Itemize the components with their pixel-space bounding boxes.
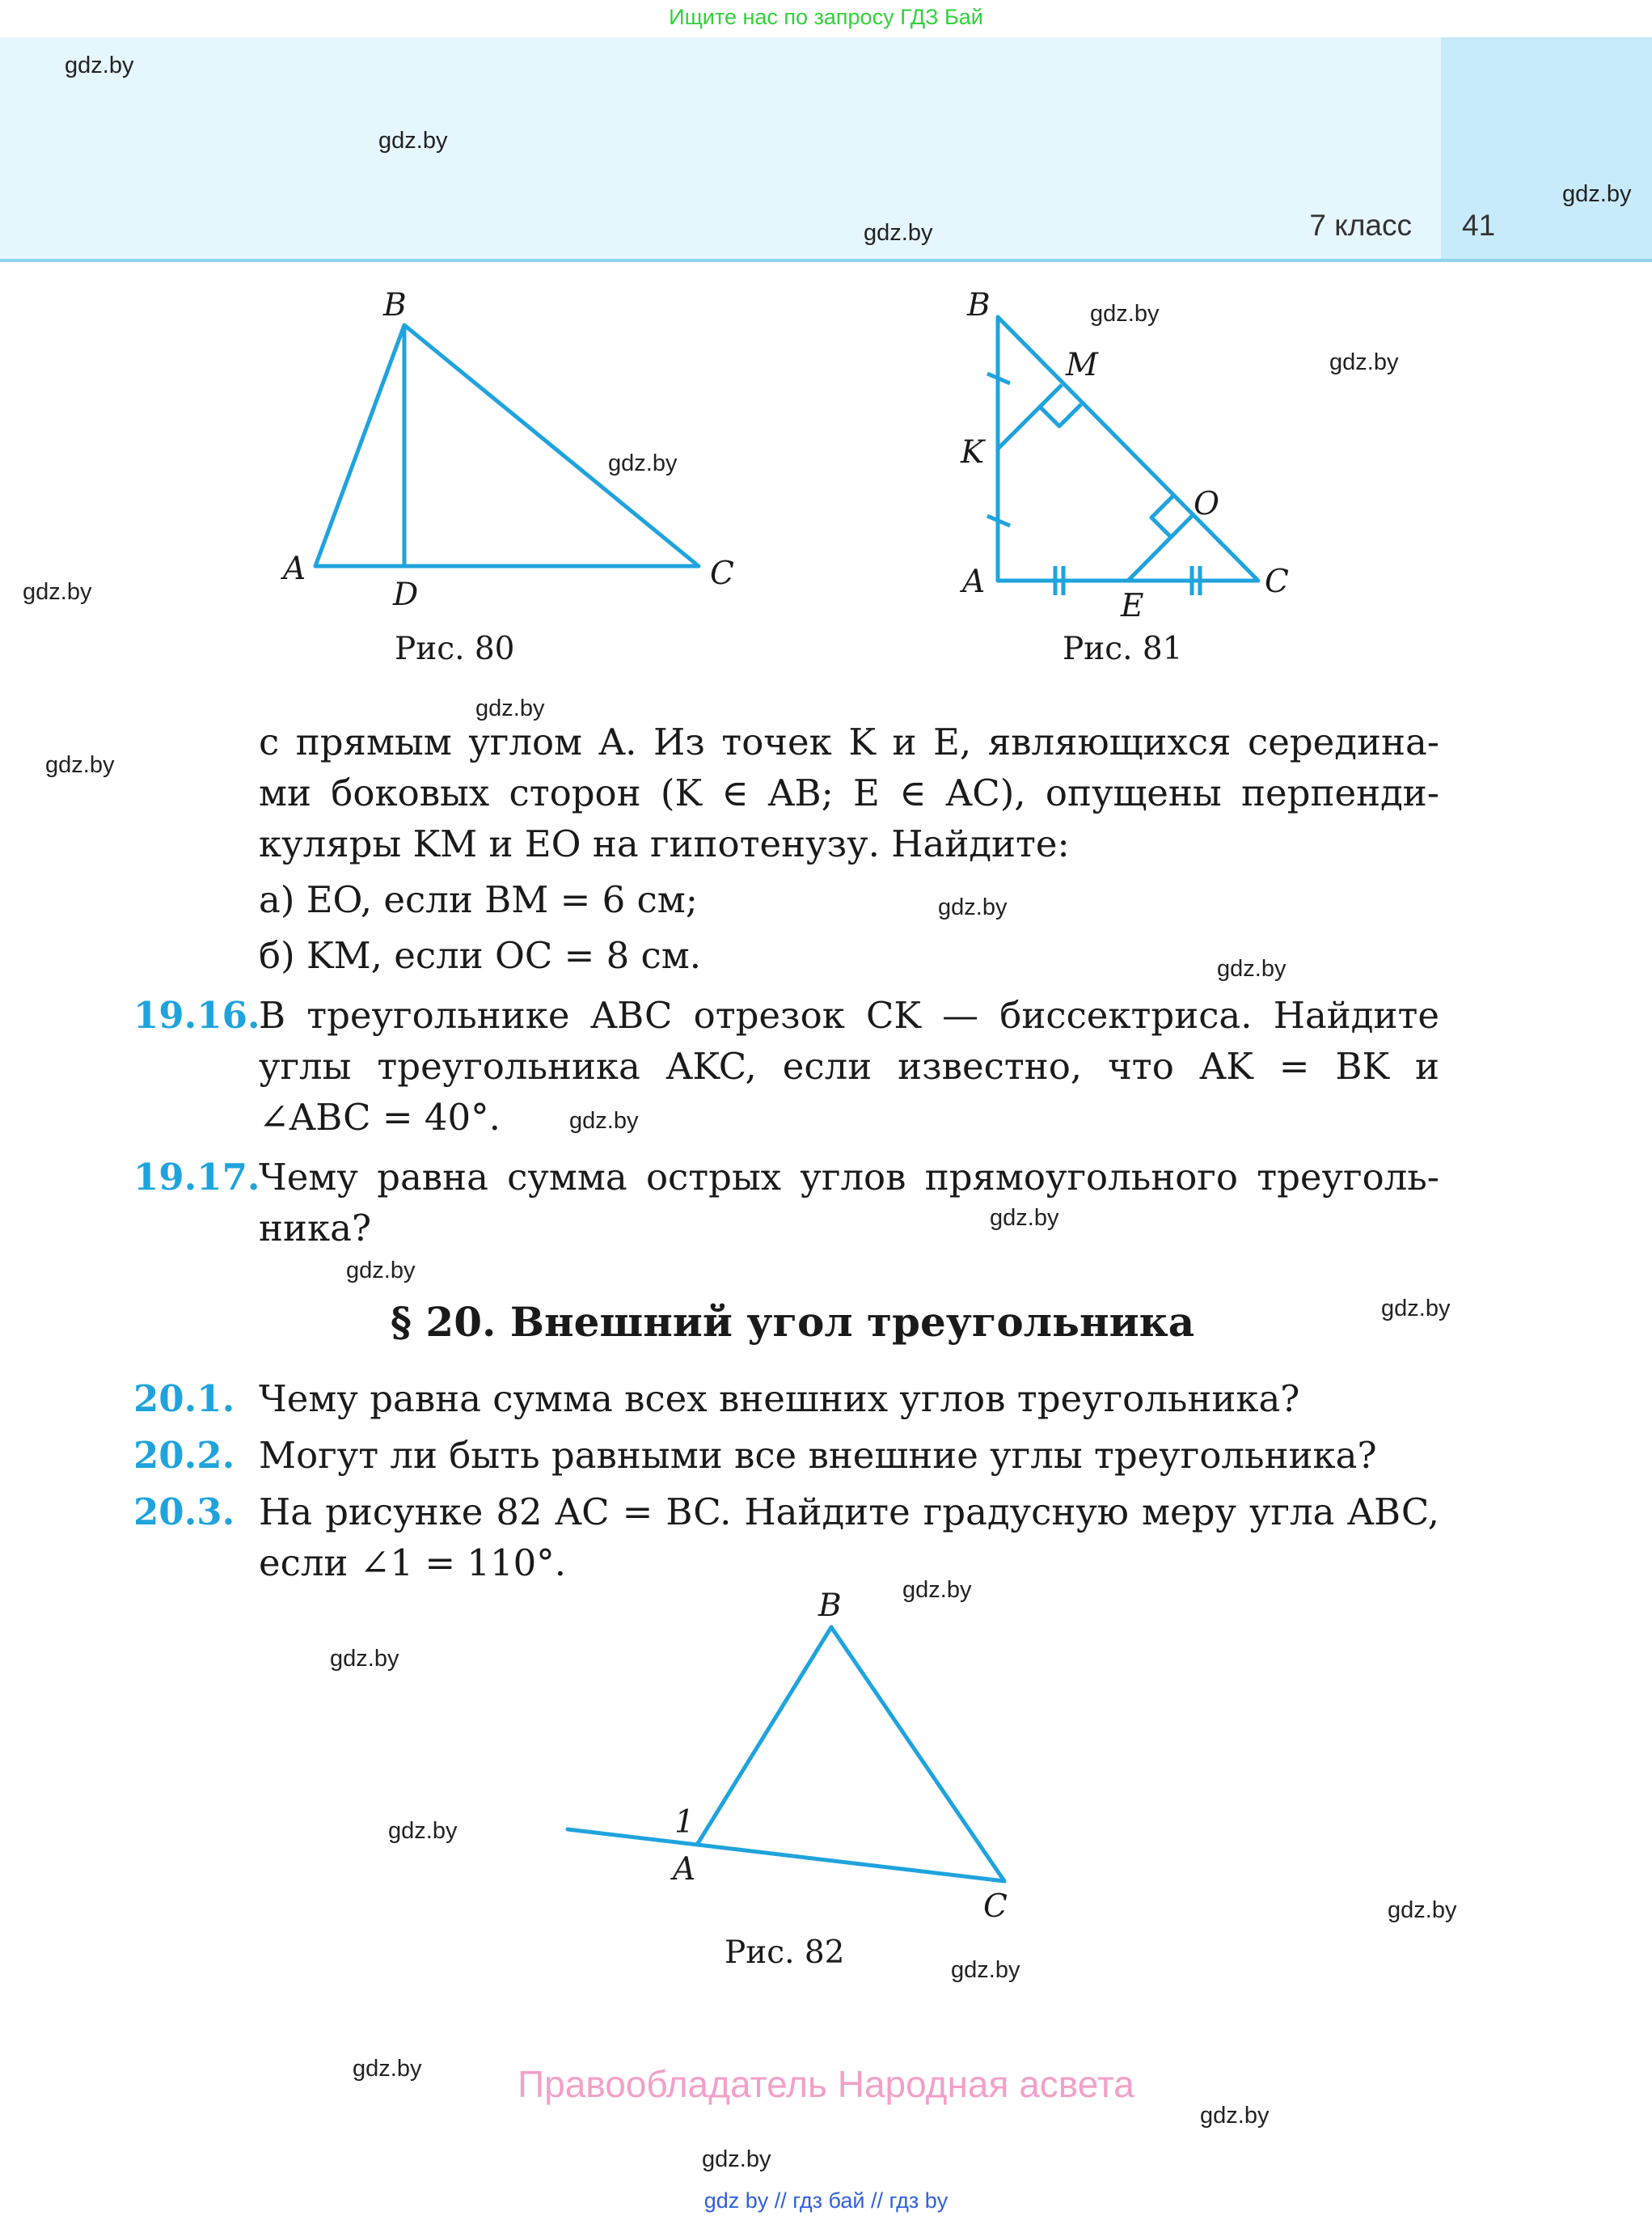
watermark: gdz.by [353, 2056, 422, 2082]
top-banner[interactable]: Ищите нас по запросу ГДЗ Бай [669, 5, 983, 29]
label-c: C [710, 556, 734, 592]
label-a: A [673, 1851, 696, 1888]
watermark: gdz.by [938, 894, 1008, 920]
watermark: gdz.by [1217, 956, 1287, 982]
problem-number: 20.2. [133, 1434, 235, 1477]
extended-side-ac [568, 1829, 1004, 1881]
text-line: Могут ли быть равными все внешние углы треугольника? [259, 1434, 1377, 1477]
watermark: gdz.by [346, 1258, 416, 1283]
label-c: C [983, 1888, 1008, 1925]
figure-80-caption: Рис. 80 [395, 631, 515, 667]
sub-item: б) KM, если OC = 8 см. [259, 934, 702, 977]
text-line: если ∠1 = 110°. [259, 1541, 567, 1584]
label-c: C [1265, 564, 1289, 600]
problem-number: 19.17. [133, 1156, 260, 1199]
text-line: углы треугольника AKC, если известно, что AK = BK и [259, 1045, 1439, 1088]
watermark: gdz.by [951, 1957, 1020, 1983]
watermark: gdz.by [1562, 181, 1632, 207]
label-b: B [383, 287, 407, 323]
watermark: gdz.by [65, 53, 134, 78]
label-d: D [393, 577, 419, 613]
watermark: gdz.by [378, 128, 448, 154]
label-a: A [962, 564, 986, 600]
side-bc [831, 1627, 1004, 1881]
watermark: gdz.by [569, 1108, 639, 1134]
watermark: gdz.by [864, 220, 933, 246]
text-line: ника? [259, 1207, 372, 1249]
page-number: 41 [1462, 209, 1496, 242]
text-line: с прямым углом A. Из точек K и E, являющихся середина- [259, 721, 1439, 763]
text-line: ∠ABC = 40°. [259, 1096, 501, 1139]
watermark: gdz.by [702, 2146, 771, 2172]
grade-label: 7 класс [1309, 209, 1412, 242]
label-angle-1: 1 [674, 1804, 695, 1841]
problem-number: 19.16. [133, 994, 260, 1037]
copyright-notice: Правообладатель Народная асвета [518, 2063, 1134, 2105]
label-m: M [1066, 347, 1098, 383]
label-k: K [961, 434, 985, 471]
footer-links[interactable]: gdz by // гдз бай // гдз by [703, 2188, 949, 2213]
watermark: gdz.by [475, 696, 545, 721]
watermark: gdz.by [330, 1646, 399, 1672]
label-b: B [818, 1588, 842, 1624]
watermark: gdz.by [1200, 2103, 1270, 2129]
text-line: куляры KM и EO на гипотенузу. Найдите: [259, 822, 1070, 865]
watermark: gdz.by [608, 450, 678, 476]
watermark: gdz.by [1388, 1897, 1457, 1923]
label-o: O [1194, 486, 1219, 522]
watermark: gdz.by [23, 579, 92, 605]
label-e: E [1121, 588, 1144, 624]
sub-item: а) EO, если BM = 6 см; [259, 878, 698, 921]
section-title: § 20. Внешний угол треугольника [390, 1298, 1195, 1346]
watermark: gdz.by [1090, 301, 1160, 327]
watermark: gdz.by [388, 1818, 458, 1844]
watermark: gdz.by [45, 752, 115, 778]
text-line: На рисунке 82 AC = BC. Найдите градусную меру угла ABC, [259, 1490, 1439, 1533]
problem-number: 20.1. [133, 1377, 235, 1420]
text-line: ми боковых сторон (K ∈ AB; E ∈ AC), опущены перпенди- [259, 772, 1439, 814]
label-b: B [967, 287, 991, 323]
figure-82-caption: Рис. 82 [725, 1934, 845, 1971]
watermark: gdz.by [1329, 349, 1399, 375]
label-a: A [283, 551, 306, 587]
watermark: gdz.by [1381, 1296, 1451, 1321]
problem-number: 20.3. [133, 1490, 235, 1533]
watermark: gdz.by [990, 1205, 1059, 1231]
text-line: Чему равна сумма всех внешних углов треугольника? [259, 1377, 1300, 1420]
side-ab [697, 1627, 831, 1845]
watermark: gdz.by [902, 1577, 972, 1603]
text-line: Чему равна сумма острых углов прямоугольного треуголь- [259, 1156, 1439, 1199]
figure-81-caption: Рис. 81 [1063, 631, 1183, 667]
text-line: В треугольнике ABC отрезок CK — биссектриса. Найдите [259, 994, 1439, 1037]
